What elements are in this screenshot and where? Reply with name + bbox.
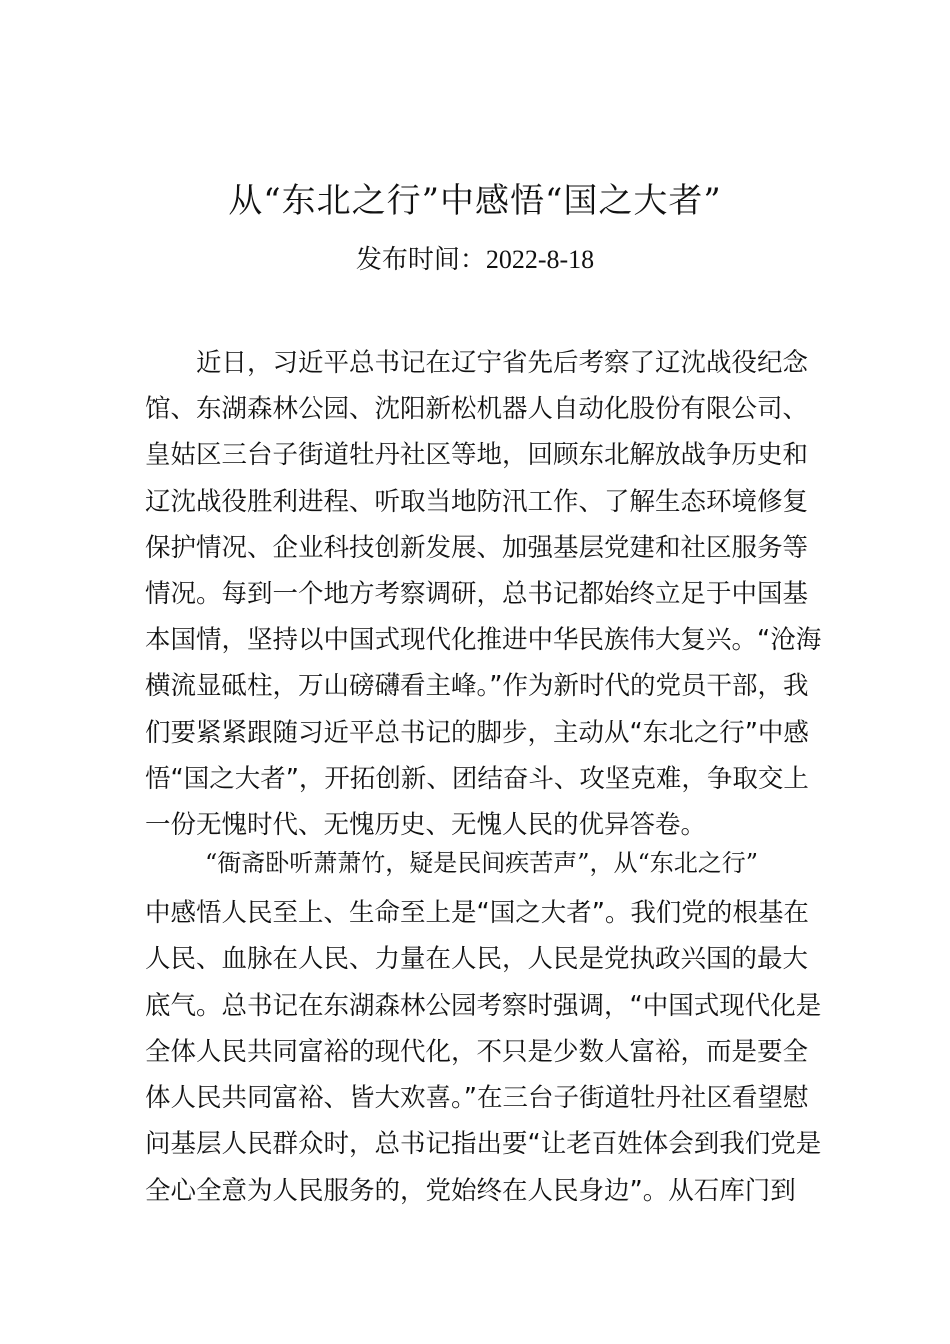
- publish-date: [0, 242, 950, 278]
- document-title: 从“东北之行”中感悟“国之大者”: [228, 181, 722, 221]
- paragraph-2-body: 中感悟人民至上、生命至上是“国之大者”。我们党的根基在人民、血脉在人民、力量在人民，人民是党执政兴国的最大底气。总书记在东湖森林公园考察时强调，“中国式现代化是全体人民共同富裕的现代化，不只是少数人富裕，而是要全体人民共同富裕、皆大欢喜。”在三台子街道牡丹社区看望慰问基层人民群众时，总书记指出要“让老百姓体会到我们党是全心全意为人民服务的，党始终在人民身边”。从石库门到: [145, 898, 822, 1206]
- paragraph-1: 近日，习近平总书记在辽宁省先后考察了辽沈战役纪念馆、东湖森林公园、沈阳新松机器人自动化股份有限公司、 皇姑区三台子街道牡丹社区等地，回顾东北解放战争历史和辽沈战役胜利进程、听取当地防汛工作、了解生态环境修复保护情况、企业科技创新发展、加强基层党建和社区服务等情况。每到一个地方考察调研，总书记都始终立足于中国基本国情，坚持以中国式现代化推进中华民族伟大复兴。“沧海横流显砥柱，万山磅礴看主峰。”作为新时代的党员干部，我们要紧紧跟随习近平总书记的脚步，主动从“东北之行”中感悟“国之大者”，开拓创新、团结奋斗、攻坚克难，争取交上一份无愧时代、无愧历史、无愧人民的优异答卷。: [145, 348, 822, 841]
- paragraph-2-lead: “衙斋卧听萧萧竹，疑是民间疾苦声”，从“东北之行”: [205, 849, 759, 877]
- publish-date-label: 发布时间：: [355, 245, 486, 275]
- publish-date-value: 2022-8-18: [485, 245, 595, 274]
